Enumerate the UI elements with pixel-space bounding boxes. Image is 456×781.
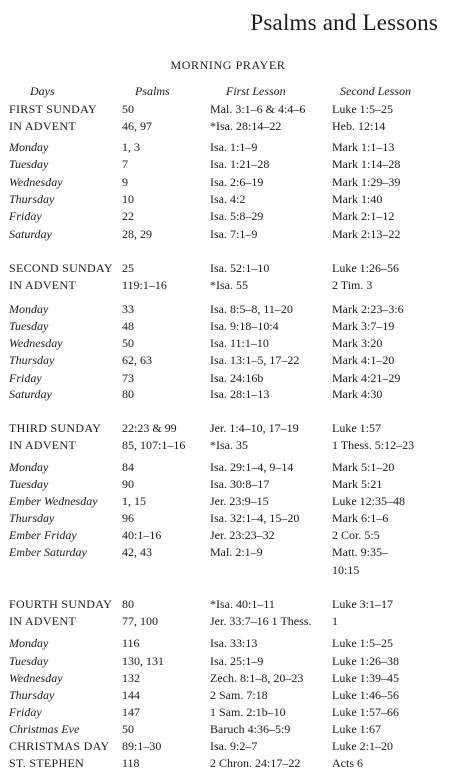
psalms-cell: 40:1–16 [122,528,162,542]
psalms-cell: 48 [122,319,134,333]
column-header-days: Days [30,84,55,98]
table-row [0,226,456,243]
day-cell: Monday [9,460,49,474]
day-cell: IN ADVENT [9,278,77,292]
table-row [0,208,456,225]
psalms-cell: 80 [122,387,134,401]
table-row [0,704,456,721]
table-row [0,301,456,318]
psalms-cell: 9 [122,175,128,189]
psalms-cell: 50 [122,102,134,116]
column-header-psalms: Psalms [135,84,170,98]
psalms-cell: 84 [122,460,134,474]
second-lesson-cell: Luke 2:1–20 [332,739,393,753]
first-lesson-cell: Isa. 32:1–4, 15–20 [210,511,300,525]
second-lesson-cell: Luke 1:26–38 [332,654,399,668]
table-row [0,191,456,208]
psalms-cell: 1, 3 [122,140,140,154]
psalms-cell: 73 [122,371,134,385]
page-title: Psalms and Lessons [250,10,438,35]
first-lesson-cell: 1 Sam. 2:1b–10 [210,705,286,719]
day-cell: Monday [9,302,49,316]
table-row [0,613,456,630]
table-row [0,386,456,403]
psalms-cell: 33 [122,302,134,316]
psalms-cell: 96 [122,511,134,525]
table-row [0,544,456,561]
table-row [0,687,456,704]
first-lesson-cell: Jer. 33:7–16 1 Thess. [210,614,312,628]
first-lesson-cell: *Isa. 40:1–11 [210,597,275,611]
first-lesson-cell: Isa. 30:8–17 [210,477,270,491]
psalms-cell: 7 [122,157,128,171]
first-lesson-cell: Jer. 23:9–15 [210,494,269,508]
first-lesson-cell: Isa. 29:1–4, 9–14 [210,460,294,474]
psalms-cell: 1, 15 [122,494,146,508]
psalms-cell: 22:23 & 99 [122,421,177,435]
second-lesson-cell: Mark 4:30 [332,387,383,401]
second-lesson-cell: Mark 2:23–3:6 [332,302,404,316]
first-lesson-cell: Isa. 4:2 [210,192,246,206]
second-lesson-cell: Mark 5:21 [332,477,383,491]
table-row [0,635,456,652]
day-cell: Tuesday [9,319,49,333]
table-row [0,653,456,670]
table-row [0,118,456,135]
day-cell: Monday [9,140,49,154]
table-row [0,174,456,191]
day-cell: FIRST SUNDAY [9,102,97,116]
day-cell: Ember Wednesday [9,494,98,508]
day-cell: Thursday [9,688,55,702]
day-cell: Friday [9,209,42,223]
table-row [0,493,456,510]
second-lesson-cell: Luke 1:57–66 [332,705,399,719]
first-lesson-cell: Isa. 9:2–7 [210,739,258,753]
psalms-cell: 42, 43 [122,545,152,559]
table-row [0,260,456,277]
second-lesson-cell: Mark 3:20 [332,336,383,350]
first-lesson-cell: Mal. 3:1–6 & 4:4–6 [210,102,306,116]
day-cell: CHRISTMAS DAY [9,739,110,753]
day-cell: Friday [9,371,42,385]
first-lesson-cell: Isa. 28:1–13 [210,387,270,401]
psalms-cell: 50 [122,336,134,350]
day-cell: IN ADVENT [9,614,77,628]
first-lesson-cell: Isa. 9:18–10:4 [210,319,279,333]
second-lesson-cell: Matt. 9:35– [332,545,388,559]
table-row [0,139,456,156]
table-row [0,670,456,687]
psalms-cell: 50 [122,722,134,736]
psalms-cell: 46, 97 [122,119,152,133]
column-header-second-lesson: Second Lesson [340,84,411,98]
second-lesson-cell: Mark 4:21–29 [332,371,401,385]
day-cell: Tuesday [9,477,49,491]
psalms-cell: 22 [122,209,134,223]
second-lesson-cell: Mark 5:1–20 [332,460,395,474]
psalms-cell: 119:1–16 [122,278,167,292]
second-lesson-cell: 10:15 [332,563,360,577]
psalms-cell: 10 [122,192,134,206]
day-cell: Tuesday [9,654,49,668]
column-header-first-lesson: First Lesson [226,84,286,98]
table-row [0,318,456,335]
psalms-cell: 147 [122,705,140,719]
first-lesson-cell: Jer. 1:4–10, 17–19 [210,421,299,435]
second-lesson-cell: Luke 1:26–56 [332,261,399,275]
table-row [0,370,456,387]
first-lesson-cell: Isa. 2:6–19 [210,175,264,189]
second-lesson-cell: Mark 2:13–22 [332,227,401,241]
second-lesson-cell: Heb. 12:14 [332,119,386,133]
psalms-cell: 85, 107:1–16 [122,438,186,452]
psalms-cell: 89:1–30 [122,739,162,753]
day-cell: Thursday [9,511,55,525]
first-lesson-cell: *Isa. 28:14–22 [210,119,282,133]
day-cell: Friday [9,705,42,719]
table-row [0,721,456,738]
first-lesson-cell: Isa. 25:1–9 [210,654,264,668]
day-cell: IN ADVENT [9,119,77,133]
second-lesson-cell: Acts 6 [332,756,363,770]
table-row [0,562,456,579]
table-row [0,527,456,544]
psalms-cell: 116 [122,636,140,650]
table-row [0,596,456,613]
day-cell: Saturday [9,387,52,401]
second-lesson-cell: Mark 6:1–6 [332,511,389,525]
table-row [0,459,456,476]
day-cell: Wednesday [9,671,63,685]
first-lesson-cell: *Isa. 55 [210,278,248,292]
first-lesson-cell: Isa. 7:1–9 [210,227,258,241]
first-lesson-cell: Isa. 52:1–10 [210,261,270,275]
second-lesson-cell: Luke 1:5–25 [332,636,393,650]
day-cell: Monday [9,636,49,650]
second-lesson-cell: Luke 1:57 [332,421,381,435]
psalms-cell: 130, 131 [122,654,164,668]
table-row [0,437,456,454]
first-lesson-cell: Jer. 23:23–32 [210,528,275,542]
day-cell: Thursday [9,192,55,206]
day-cell: THIRD SUNDAY [9,421,102,435]
second-lesson-cell: Mark 1:1–13 [332,140,395,154]
first-lesson-cell: Isa. 1:1–9 [210,140,258,154]
table-row [0,510,456,527]
first-lesson-cell: 2 Chron. 24:17–22 [210,756,301,770]
second-lesson-cell: Luke 3:1–17 [332,597,393,611]
day-cell: Thursday [9,353,55,367]
section-title: MORNING PRAYER [170,58,286,72]
second-lesson-cell: Mark 1:14–28 [332,157,401,171]
psalms-cell: 62, 63 [122,353,152,367]
second-lesson-cell: 1 [332,614,338,628]
day-cell: Saturday [9,227,52,241]
first-lesson-cell: Isa. 11:1–10 [210,336,269,350]
second-lesson-cell: Mark 3:7–19 [332,319,395,333]
psalms-cell: 25 [122,261,134,275]
day-cell: Wednesday [9,175,63,189]
first-lesson-cell: Isa. 5:8–29 [210,209,264,223]
first-lesson-cell: Isa. 8:5–8, 11–20 [210,302,293,316]
second-lesson-cell: Luke 12:35–48 [332,494,405,508]
second-lesson-cell: 1 Thess. 5:12–23 [332,438,415,452]
day-cell: Tuesday [9,157,49,171]
table-row [0,335,456,352]
second-lesson-cell: Luke 1:5–25 [332,102,393,116]
table-row [0,755,456,772]
first-lesson-cell: Baruch 4:36–5:9 [210,722,291,736]
table-row [0,156,456,173]
table-row [0,420,456,437]
table-row [0,277,456,294]
first-lesson-cell: Isa. 24:16b [210,371,264,385]
day-cell: Christmas Eve [9,722,80,736]
second-lesson-cell: 2 Cor. 5:5 [332,528,380,542]
second-lesson-cell: Luke 1:67 [332,722,381,736]
first-lesson-cell: Zech. 8:1–8, 20–23 [210,671,304,685]
day-cell: SECOND SUNDAY [9,261,113,275]
table-row [0,352,456,369]
psalms-cell: 28, 29 [122,227,152,241]
day-cell: IN ADVENT [9,438,77,452]
table-row [0,738,456,755]
second-lesson-cell: Mark 2:1–12 [332,209,395,223]
second-lesson-cell: Luke 1:46–56 [332,688,399,702]
second-lesson-cell: 2 Tim. 3 [332,278,373,292]
first-lesson-cell: *Isa. 35 [210,438,248,452]
day-cell: Ember Saturday [9,545,87,559]
table-row [0,101,456,118]
psalms-cell: 132 [122,671,140,685]
psalms-cell: 90 [122,477,134,491]
first-lesson-cell: Isa. 33:13 [210,636,258,650]
psalms-cell: 144 [122,688,140,702]
second-lesson-cell: Mark 4:1–20 [332,353,395,367]
psalms-cell: 80 [122,597,134,611]
psalms-cell: 118 [122,756,140,770]
second-lesson-cell: Mark 1:29–39 [332,175,401,189]
day-cell: FOURTH SUNDAY [9,597,113,611]
first-lesson-cell: Isa. 1:21–28 [210,157,270,171]
psalms-cell: 77, 100 [122,614,158,628]
first-lesson-cell: 2 Sam. 7:18 [210,688,268,702]
first-lesson-cell: Mal. 2:1–9 [210,545,263,559]
second-lesson-cell: Luke 1:39–45 [332,671,399,685]
table-row [0,476,456,493]
day-cell: ST. STEPHEN [9,756,85,770]
second-lesson-cell: Mark 1:40 [332,192,383,206]
day-cell: Ember Friday [9,528,77,542]
first-lesson-cell: Isa. 13:1–5, 17–22 [210,353,300,367]
day-cell: Wednesday [9,336,63,350]
